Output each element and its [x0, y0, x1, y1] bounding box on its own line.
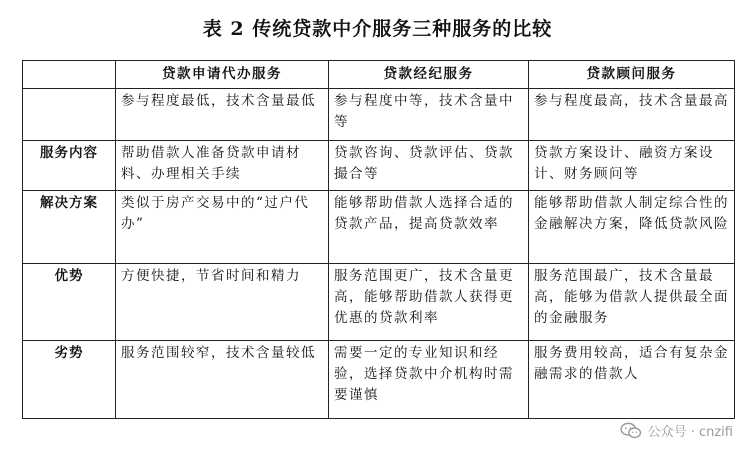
table-cell: 帮助借款人准备贷款申请材料、办理相关手续: [116, 141, 329, 191]
table-title: 表 2 传统贷款中介服务三种服务的比较: [202, 18, 553, 40]
table-cell: 贷款咨询、贷款评估、贷款撮合等: [329, 141, 529, 191]
header-corner: [23, 61, 116, 89]
row-label: 服务内容: [23, 141, 116, 191]
table-cell: 需要一定的专业知识和经验，选择贷款中介机构时需要谨慎: [329, 341, 529, 419]
header-row: [23, 61, 735, 89]
table-row: [23, 341, 735, 419]
header-brokerage-service: 贷款经纪服务: [329, 61, 529, 89]
table-cell: 贷款方案设计、融资方案设计、财务顾问等: [529, 141, 735, 191]
table-cell: 参与程度最低，技术含量最低: [116, 89, 329, 141]
table-cell: 服务范围最广，技术含量最高，能够为借款人提供最全面的金融服务: [529, 264, 735, 341]
row-label: [23, 89, 116, 141]
table-row: [23, 264, 735, 341]
comparison-table: [22, 60, 735, 419]
table-cell: 服务费用较高，适合有复杂金融需求的借款人: [529, 341, 735, 419]
table-cell: 服务范围更广，技术含量更高，能够帮助借款人获得更优惠的贷款利率: [329, 264, 529, 341]
table-cell: 类似于房产交易中的“过户代办”: [116, 191, 329, 264]
table-row: [23, 191, 735, 264]
table-cell: 参与程度最高，技术含量最高: [529, 89, 735, 141]
wechat-icon: [620, 422, 642, 440]
watermark: [620, 421, 733, 440]
table-cell: 方便快捷，节省时间和精力: [116, 264, 329, 341]
table-cell: 能够帮助借款人选择合适的贷款产品，提高贷款效率: [329, 191, 529, 264]
table-row: [23, 89, 735, 141]
header-application-service: 贷款申请代办服务: [116, 61, 329, 89]
table-cell: 服务范围较窄，技术含量较低: [116, 341, 329, 419]
table-row: [23, 141, 735, 191]
table-cell: 能够帮助借款人制定综合性的金融解决方案，降低贷款风险: [529, 191, 735, 264]
row-label: 优势: [23, 264, 116, 341]
table-cell: 参与程度中等，技术含量中等: [329, 89, 529, 141]
row-label: 劣势: [23, 341, 116, 419]
row-label: 解决方案: [23, 191, 116, 264]
header-advisory-service: 贷款顾问服务: [529, 61, 735, 89]
watermark-text: 公众号 · cnzifi: [647, 425, 733, 440]
